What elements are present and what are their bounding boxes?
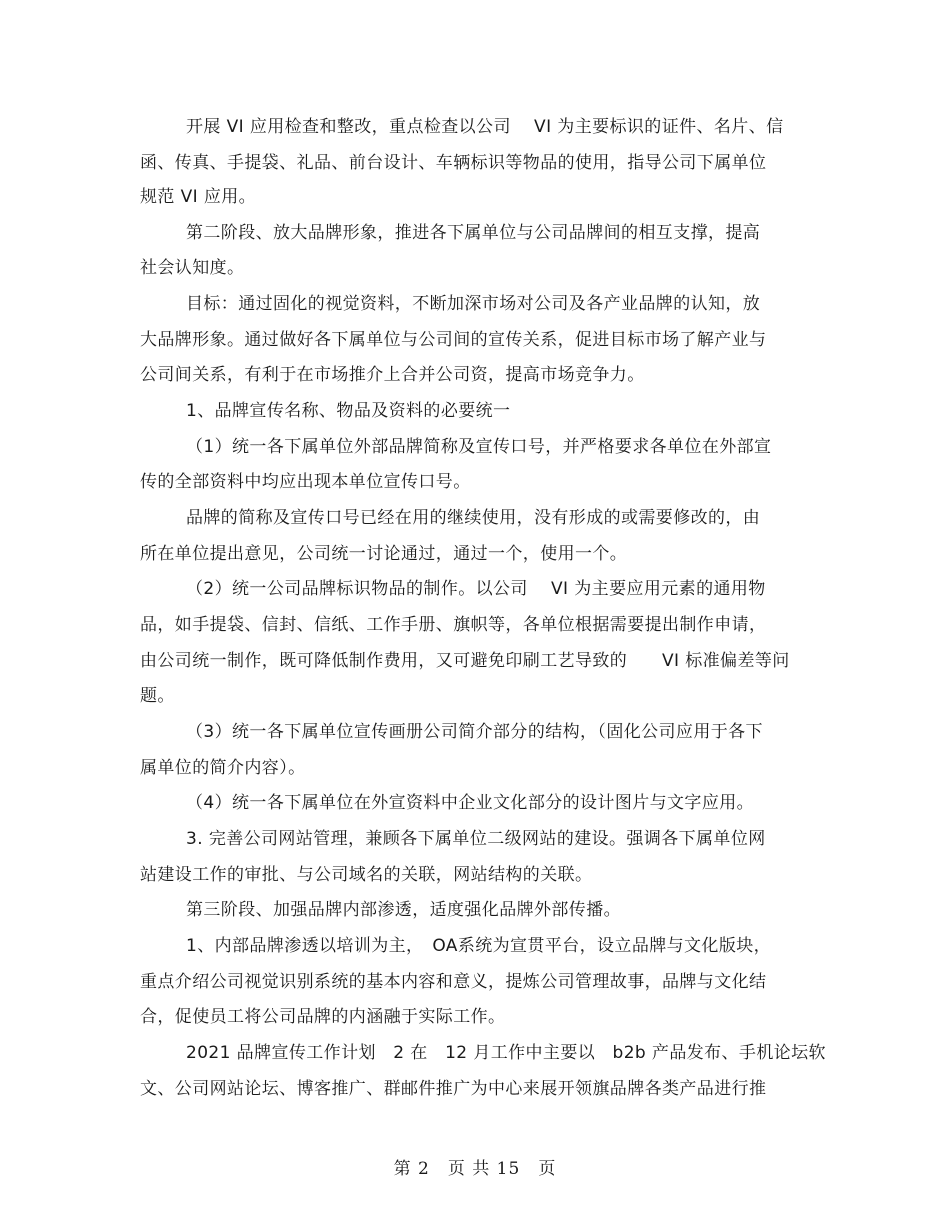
paragraph-line: （4）统一各下属单位在外宣资料中企业文化部分的设计图片与文字应用。 <box>186 793 755 813</box>
paragraph-line: 规范 VI 应用。 <box>140 187 257 207</box>
paragraph-line: （1）统一各下属单位外部品牌简称及宣传口号，并严格要求各单位在外部宣 <box>186 437 772 457</box>
paragraph-line: 由公司统一制作，既可降低制作费用，又可避免印刷工艺导致的 VI 标准偏差等问 <box>140 651 790 671</box>
paragraph-line: 所在单位提出意见，公司统一讨论通过，通过一个，使用一个。 <box>140 544 628 564</box>
paragraph-line: 3. 完善公司网站管理，兼顾各下属单位二级网站的建设。强调各下属单位网 <box>186 829 766 849</box>
paragraph-line: 社会认知度。 <box>140 258 245 278</box>
paragraph-line: 公司间关系，有利于在市场推介上合并公司资，提高市场竞争力。 <box>140 365 645 385</box>
paragraph-line: 2021 品牌宣传工作计划 2 在 12 月工作中主要以 b2b 产品发布、手机论坛软 <box>186 1043 826 1063</box>
paragraph-line: （3）统一各下属单位宣传画册公司简介部分的结构，（固化公司应用于各下 <box>186 722 763 742</box>
paragraph-line: 开展 VI 应用检查和整改，重点检查以公司 VI 为主要标识的证件、名片、信 <box>186 117 784 137</box>
paragraph-line: 属单位的简介内容）。 <box>140 758 306 778</box>
page-number-footer: 第 2 页 共 15 页 <box>393 1159 557 1179</box>
paragraph-line: 1、品牌宣传名称、物品及资料的必要统一 <box>186 401 511 421</box>
paragraph-line: 品，如手提袋、信封、信纸、工作手册、旗帜等，各单位根据需要提出制作申请， <box>140 615 767 635</box>
paragraph-line: 1、内部品牌渗透以培训为主， OA系统为宣贯平台，设立品牌与文化版块， <box>186 936 772 956</box>
paragraph-line: （2）统一公司品牌标识物品的制作。以公司 VI 为主要应用元素的通用物 <box>186 579 766 599</box>
paragraph-line: 品牌的简称及宣传口号已经在用的继续使用，没有形成的或需要修改的，由 <box>186 508 761 528</box>
paragraph-line: 文、公司网站论坛、博客推广、群邮件推广为中心来展开领旗品牌各类产品进行推 <box>140 1079 767 1099</box>
paragraph-line: 大品牌形象。通过做好各下属单位与公司间的宣传关系，促进目标市场了解产业与 <box>140 330 767 350</box>
paragraph-line: 函、传真、手提袋、礼品、前台设计、车辆标识等物品的使用，指导公司下属单位 <box>140 153 767 173</box>
paragraph-line: 题。 <box>140 686 175 706</box>
paragraph-line: 目标：通过固化的视觉资料，不断加深市场对公司及各产业品牌的认知，放 <box>186 294 761 314</box>
paragraph-line: 站建设工作的审批、与公司域名的关联，网站结构的关联。 <box>140 865 593 885</box>
paragraph-line: 合，促使员工将公司品牌的内涵融于实际工作。 <box>140 1007 506 1027</box>
paragraph-line: 第二阶段、放大品牌形象，推进各下属单位与公司品牌间的相互支撑，提高 <box>186 223 761 243</box>
paragraph-line: 重点介绍公司视觉识别系统的基本内容和意义，提炼公司管理故事，品牌与文化结 <box>140 972 767 992</box>
paragraph-line: 第三阶段、加强品牌内部渗透，适度强化品牌外部传播。 <box>186 900 621 920</box>
paragraph-line: 传的全部资料中均应出现本单位宣传口号。 <box>140 472 471 492</box>
